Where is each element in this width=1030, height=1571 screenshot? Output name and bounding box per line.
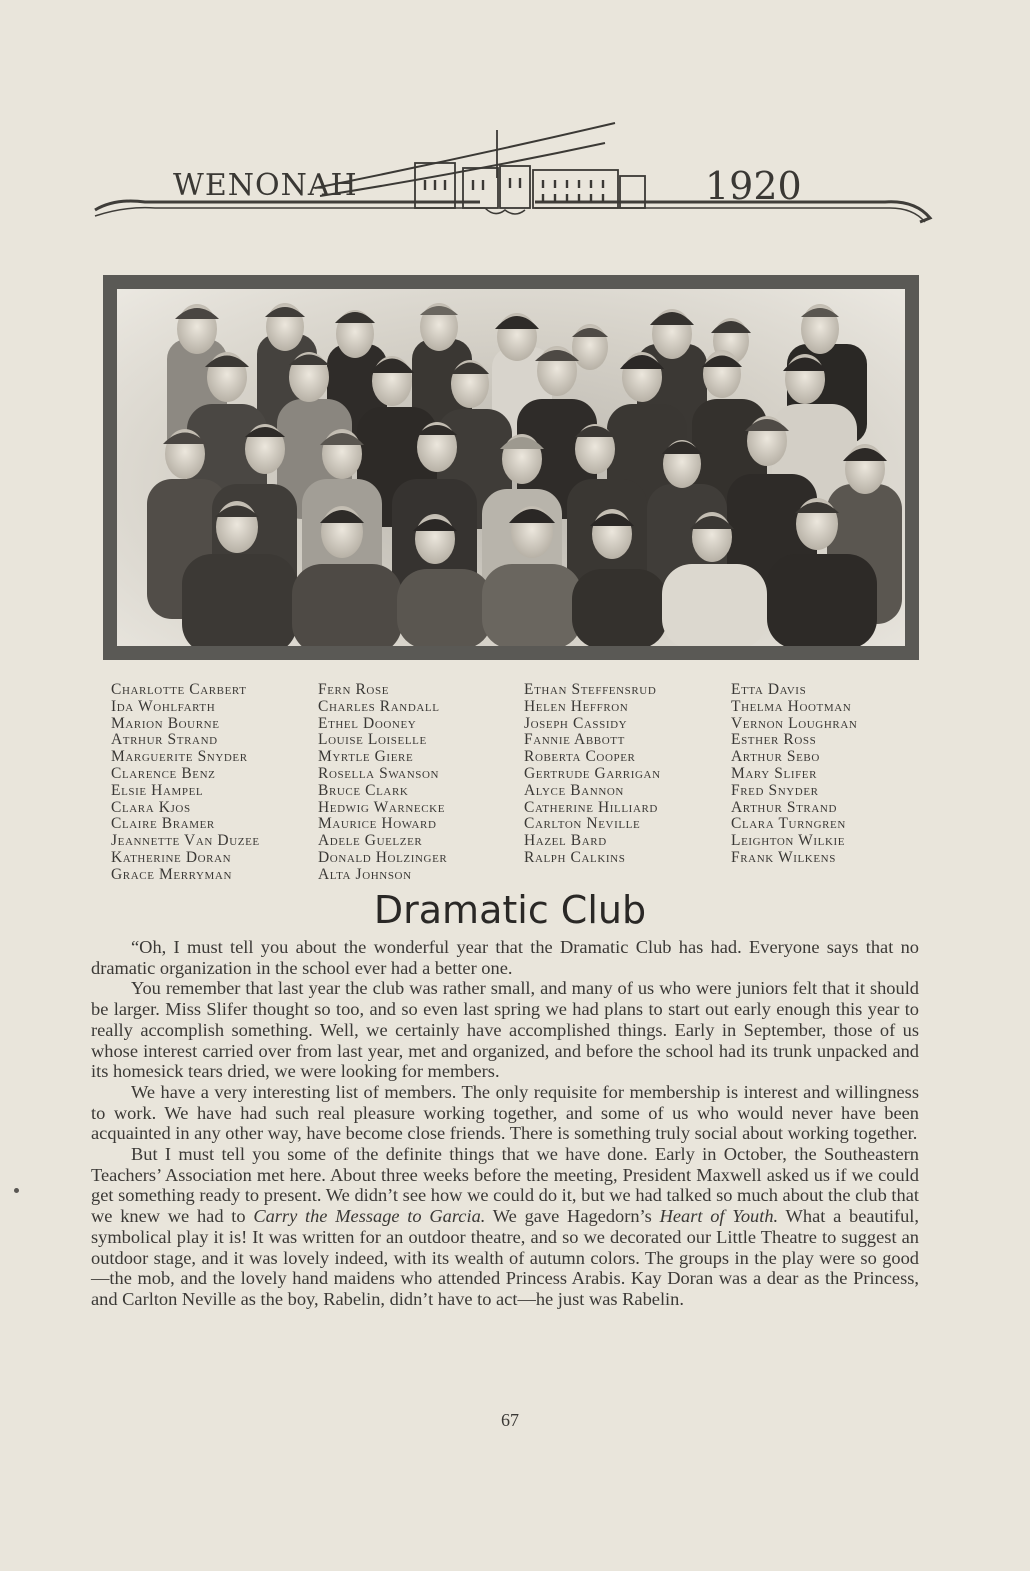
member-name: Gertrude Garrigan xyxy=(524,764,661,782)
member-name: Maurice Howard xyxy=(318,815,437,833)
member-name: Fannie Abbott xyxy=(524,731,625,749)
paragraph: We have a very interesting list of members. The only requisite for membership is interest and willingness to work. We have had such real pleasure working together, and some of us who would never have been acquainted in any other way, have become close friends. There is something truly social about working together. xyxy=(91,1081,919,1144)
margin-speck xyxy=(14,1188,19,1193)
member-name: Catherine Hilliard xyxy=(524,798,658,816)
member-name: Arthur Strand xyxy=(731,798,837,816)
names-column-2 xyxy=(318,682,447,884)
member-name: Clara Kjos xyxy=(111,798,191,816)
names-column-4 xyxy=(731,682,857,867)
member-name: Marguerite Snyder xyxy=(111,748,248,766)
member-name: Ethel Dooney xyxy=(318,714,417,732)
group-photo-frame xyxy=(103,275,919,660)
member-name: Hazel Bard xyxy=(524,832,607,850)
names-column-3 xyxy=(524,682,661,867)
page-header xyxy=(85,118,945,238)
play-title: Heart of Youth. xyxy=(659,1206,779,1227)
member-name: Jeannette Van Duzee xyxy=(111,832,260,850)
member-name: Donald Holzinger xyxy=(318,848,448,866)
paragraph: “Oh, I must tell you about the wonderful year that the Dramatic Club has had. Everyone says that no dramatic organization in the school ever had a better one. xyxy=(91,937,919,978)
member-name: Fred Snyder xyxy=(731,781,819,799)
yearbook-year: 1920 xyxy=(705,164,802,208)
paragraph-text: What a beautiful, symbolical play it is! It was written for an outdoor theatre, and so we decorated our Little Theatre to suggest an outdoor stage, and it was lovely indeed, with its wealth of autumn colors. The groups in the play were so good—the mob, and the lovely hand maidens who attended Princess Arabis. Kay Doran was a dear as the Princess, and Carlton Neville as the boy, Rabelin, didn’t have to act—he just was Rabelin. xyxy=(91,1206,919,1309)
member-name: Vernon Loughran xyxy=(731,714,858,732)
member-name: Charles Randall xyxy=(318,697,440,715)
member-name: Clarence Benz xyxy=(111,764,216,782)
member-name: Rosella Swanson xyxy=(318,764,440,782)
member-name: Katherine Doran xyxy=(111,848,232,866)
member-name: Charlotte Carbert xyxy=(111,681,247,698)
member-name: Louise Loiselle xyxy=(318,731,427,749)
paragraph-text: We gave Hagedorn’s xyxy=(485,1206,660,1227)
section-heading: Dramatic Club xyxy=(373,888,647,932)
member-name: Mary Slifer xyxy=(731,764,818,782)
member-name: Thelma Hootman xyxy=(731,697,852,715)
member-name: Myrtle Giere xyxy=(318,748,414,766)
member-name: Frank Wilkens xyxy=(731,848,836,866)
member-name: Helen Heffron xyxy=(524,697,629,715)
member-name: Atrhur Strand xyxy=(111,731,218,749)
member-name: Carlton Neville xyxy=(524,815,641,833)
member-name: Ida Wohlfarth xyxy=(111,697,216,715)
member-name: Bruce Clark xyxy=(318,781,409,799)
member-name: Arthur Sebo xyxy=(731,748,820,766)
member-name: Clara Turngren xyxy=(731,815,846,833)
page-number: 67 xyxy=(501,1410,519,1430)
member-name: Alta Johnson xyxy=(318,865,412,883)
member-name: Alyce Bannon xyxy=(524,781,624,799)
yearbook-title: WENONAH xyxy=(173,168,358,203)
member-name: Marion Bourne xyxy=(111,714,220,732)
group-photo xyxy=(117,289,905,646)
member-name: Joseph Cassidy xyxy=(524,714,628,732)
member-name: Roberta Cooper xyxy=(524,748,636,766)
play-title: Carry the Message to Garcia. xyxy=(253,1206,486,1227)
group-photo-icon xyxy=(117,289,905,646)
paragraph xyxy=(91,1144,919,1310)
article-body xyxy=(91,937,919,1310)
paragraph-text: But I must tell you some of the definite things that we have done. Early in October, the Southeastern Teachers’ Association met here. About three weeks before the meeting, President Maxwell asked us if we could get something ready to present. We didn’t see how we could do it, but we had talked so much about the club that we knew we had to xyxy=(91,1144,919,1227)
building-icon xyxy=(315,123,645,214)
member-name: Grace Merryman xyxy=(111,865,232,883)
member-name: Ralph Calkins xyxy=(524,848,626,866)
member-name: Leighton Wilkie xyxy=(731,832,846,850)
member-name: Claire Bramer xyxy=(111,815,215,833)
member-name: Fern Rose xyxy=(318,681,390,698)
member-name: Adele Guelzer xyxy=(318,832,423,850)
member-name: Elsie Hampel xyxy=(111,781,204,799)
paragraph: You remember that last year the club was rather small, and many of us who were juniors felt that it should be larger. Miss Slifer thought so too, and so even last spring we had plans to start out early enough this year to really accomplish something. Well, we certainly have accomplished things. Early in September, those of us whose interest carried over from last year, met and organized, and before the school had its trunk unpacked and its homesick tears dried, we were looking for members. xyxy=(91,978,919,1082)
names-column-1 xyxy=(111,682,260,884)
member-name: Esther Ross xyxy=(731,731,817,749)
member-name: Etta Davis xyxy=(731,681,807,698)
member-name: Hedwig Warnecke xyxy=(318,798,446,816)
member-name: Ethan Steffensrud xyxy=(524,681,657,698)
